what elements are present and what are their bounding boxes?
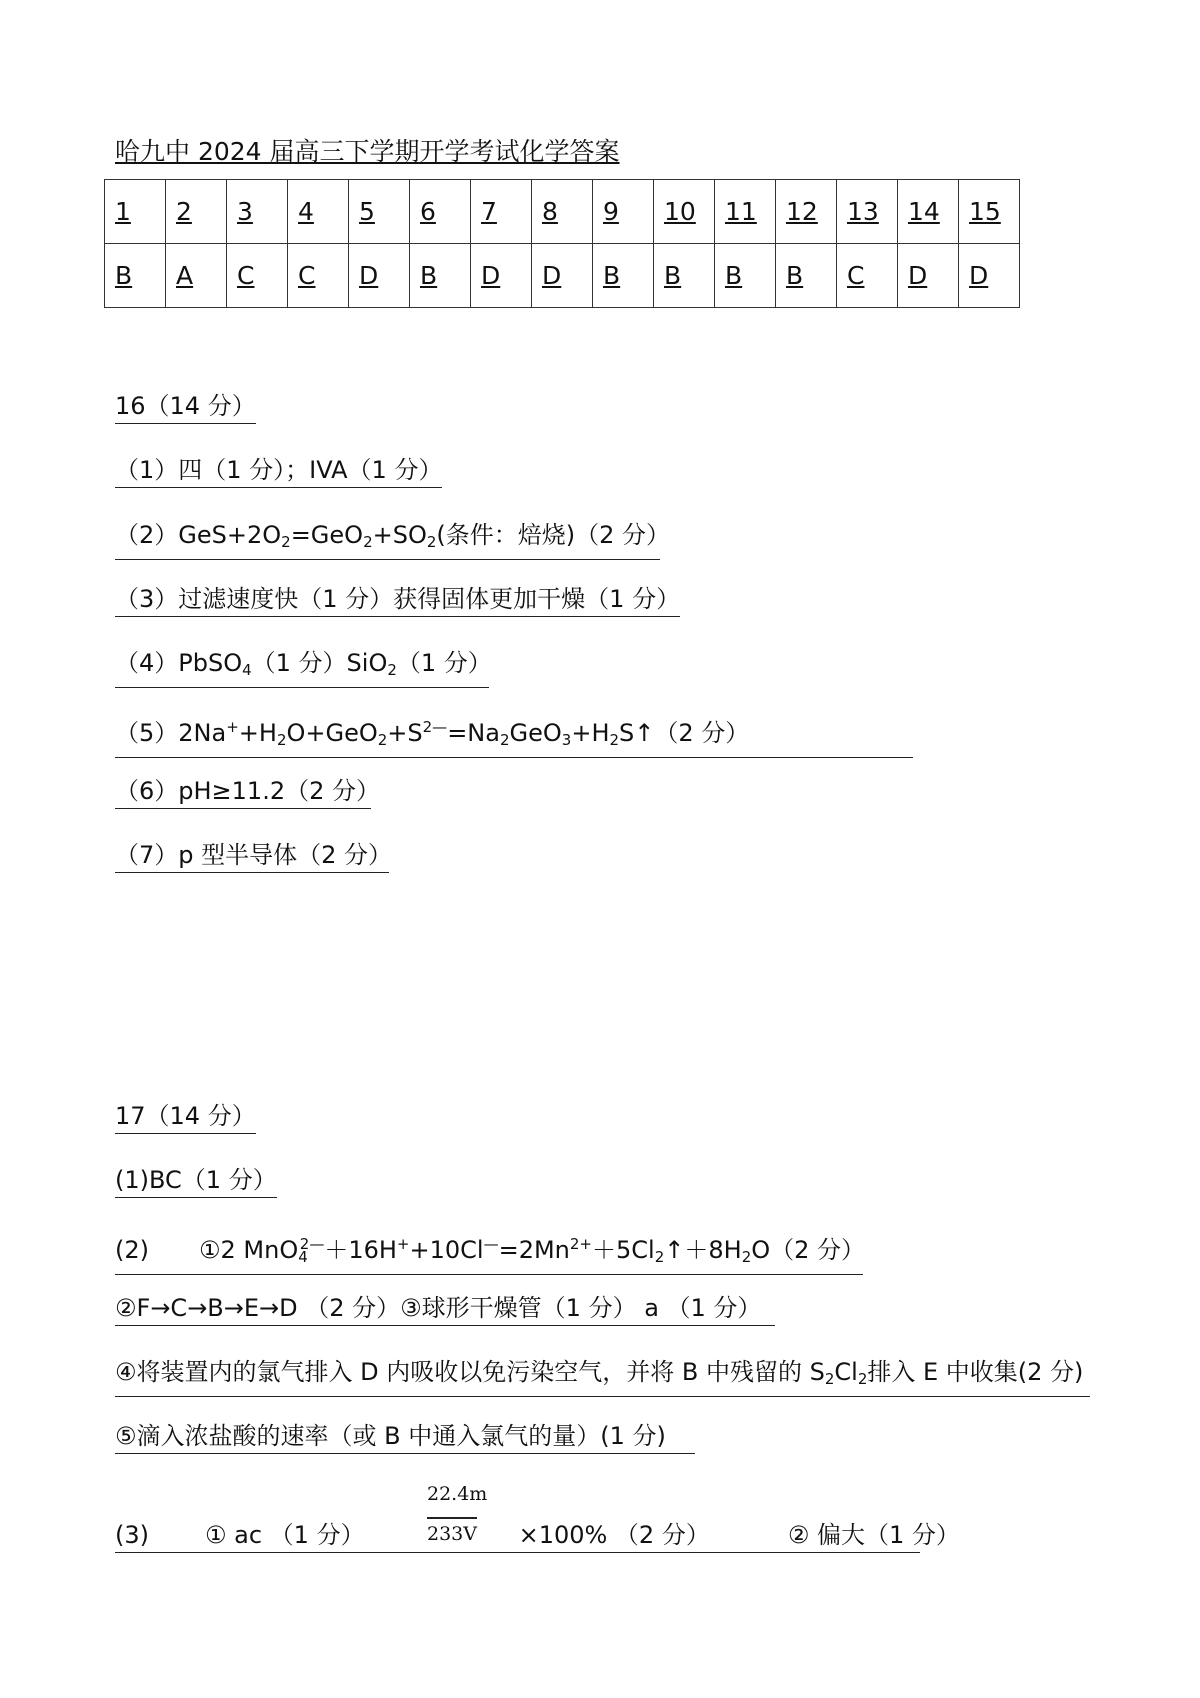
q17-line-1: (1)BC（1 分） (115, 1165, 277, 1198)
answer-cell: B (715, 244, 776, 308)
answer-cell: D (532, 244, 593, 308)
answer-cell: B (776, 244, 837, 308)
q16-line-4: （4）PbSO$_4$（1 分）SiO$_2$（1 分） (115, 648, 489, 688)
q16-line-6: （6）pH≥11.2（2 分） (115, 776, 371, 809)
answer-cell: B (105, 244, 166, 308)
question-number-cell: 11 (715, 180, 776, 244)
q17-line-3: ②F→C→B→E→D （2 分）③球形干燥管（1 分） a （1 分） (115, 1293, 775, 1326)
question-number-cell: 2 (166, 180, 227, 244)
question-number-cell: 6 (410, 180, 471, 244)
answer-cell: D (349, 244, 410, 308)
answer-cell: D (898, 244, 959, 308)
answer-cell: B (410, 244, 471, 308)
question-number-cell: 1 (105, 180, 166, 244)
q16-line-5: $(5)2Na^++H_2O+GeO_2+S^{2—}=Na_2GeO_3+H_2S↑(2$ 分） (115, 712, 913, 758)
q17-line-4: ④将装置内的氯气排入 D 内吸收以免污染空气，并将 B 中残留的 $S_2Cl_2$排入 E 中收集(2 分) (115, 1357, 1090, 1397)
q17-line-6: (3) ① ac （1 分） ×100% （2 分） ② 偏大（1 分） (115, 1520, 920, 1553)
question-number-cell: 3 (227, 180, 288, 244)
question-number-cell: 12 (776, 180, 837, 244)
question-number-cell: 15 (959, 180, 1020, 244)
answer-cell: D (471, 244, 532, 308)
q17-line-5: ⑤滴入浓盐酸的速率（或 B 中通入氯气的量）(1 分) (115, 1421, 695, 1454)
answer-cell: C (227, 244, 288, 308)
question-number-cell: 10 (654, 180, 715, 244)
question-number-cell: 13 (837, 180, 898, 244)
q16-line-3: （3）过滤速度快（1 分）获得固体更加干燥（1 分） (115, 584, 680, 617)
fraction-bar (427, 1517, 477, 1519)
q17-heading: 17（14 分） (115, 1101, 256, 1134)
q16-line-1: （1）四（1 分）；IVA（1 分） (115, 455, 442, 488)
answer-cell: C (288, 244, 349, 308)
answer-cell: A (166, 244, 227, 308)
answer-table (104, 179, 1020, 308)
question-number-cell: 4 (288, 180, 349, 244)
answer-cell: B (593, 244, 654, 308)
document-title: 哈九中 2024 届高三下学期开学考试化学答案 (115, 137, 620, 166)
fraction-numerator: 22.4m (427, 1483, 488, 1505)
fraction-denominator: 233V (427, 1523, 477, 1545)
question-number-cell: 14 (898, 180, 959, 244)
q16-line-7: （7）p 型半导体（2 分） (115, 840, 389, 873)
answer-table-numbers-row (105, 180, 1020, 244)
question-number-cell: 8 (532, 180, 593, 244)
q16-line-2: $(2)GeS+2O_2=GeO_2+SO_2$(条件：焙烧)（2 分） (115, 520, 660, 560)
question-number-cell: 5 (349, 180, 410, 244)
answer-cell: C (837, 244, 898, 308)
question-number-cell: 9 (593, 180, 654, 244)
answer-cell: B (654, 244, 715, 308)
question-number-cell: 7 (471, 180, 532, 244)
answer-cell: D (959, 244, 1020, 308)
answer-table-answers-row (105, 244, 1020, 308)
q16-heading: 16（14 分） (115, 391, 256, 424)
q17-line-2: (2) ①2 $MnO_4^{2—}+16H^++10Cl^—=2Mn^{2+}+5Cl_2↑+8H_2O(2$ 分） (115, 1229, 863, 1275)
